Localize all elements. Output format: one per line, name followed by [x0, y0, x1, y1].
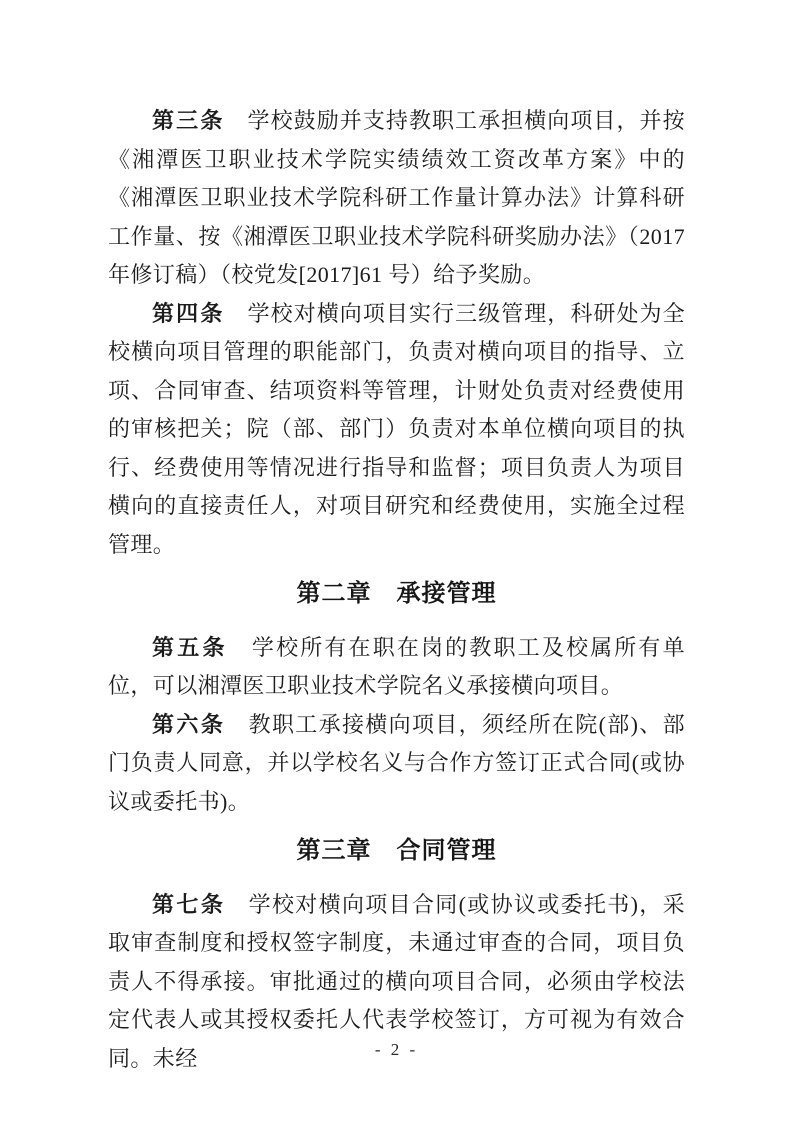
article-4-label: 第四条 [152, 300, 225, 326]
article-4-text: 学校对横向项目实行三级管理，科研处为全校横向项目管理的职能部门，负责对横向项目的指导、立项、合同审查、结项资料等管理，计财处负责对经费使用的审核把关；院（部、部门）负责对本单位横向项目的执行、经费使用等情况进行指导和监督；项目负责人为项目横向的直接责任人，对项目研究和经费使用，实施全过程管理。 [108, 300, 685, 557]
article-3-label: 第三条 [152, 108, 225, 133]
article-5-paragraph [108, 629, 685, 706]
article-3-text: 学校鼓励并支持教职工承担横向项目，并按《湘潭医卫职业技术学院实绩绩效工资改革方案》中的《湘潭医卫职业技术学院科研工作量计算办法》计算科研工作量、按《湘潭医卫职业技术学院科研奖励办法》（2017 年修订稿）（校党发[2017]61 号）给予奖励。 [108, 108, 685, 287]
article-4-paragraph [108, 295, 685, 565]
article-6-paragraph [108, 706, 685, 822]
article-6-text: 教职工承接横向项目，须经所在院(部)、部门负责人同意，并以学校名义与合作方签订正式合同(或协议或委托书)。 [108, 711, 685, 814]
page-number: - 2 - [374, 1040, 419, 1059]
article-6-label: 第六条 [152, 711, 226, 737]
article-7-text: 学校对横向项目合同(或协议或委托书)，采取审查制度和授权签字制度，未通过审查的合同，项目负责人不得承接。审批通过的横向项目合同，必须由学校法定代表人或其授权委托人代表学校签订，方可视为有效合同。未经 [108, 891, 685, 1071]
chapter-2-heading: 第二章 承接管理 [296, 580, 497, 607]
article-5-label: 第五条 [152, 634, 228, 660]
chapter-3-heading: 第三章 合同管理 [296, 837, 497, 864]
article-5-text: 学校所有在职在岗的教职工及校属所有单位，可以湘潭医卫职业技术学院名义承接横向项目。 [108, 634, 685, 698]
article-3-paragraph [108, 102, 685, 295]
article-7-label: 第七条 [152, 891, 226, 917]
